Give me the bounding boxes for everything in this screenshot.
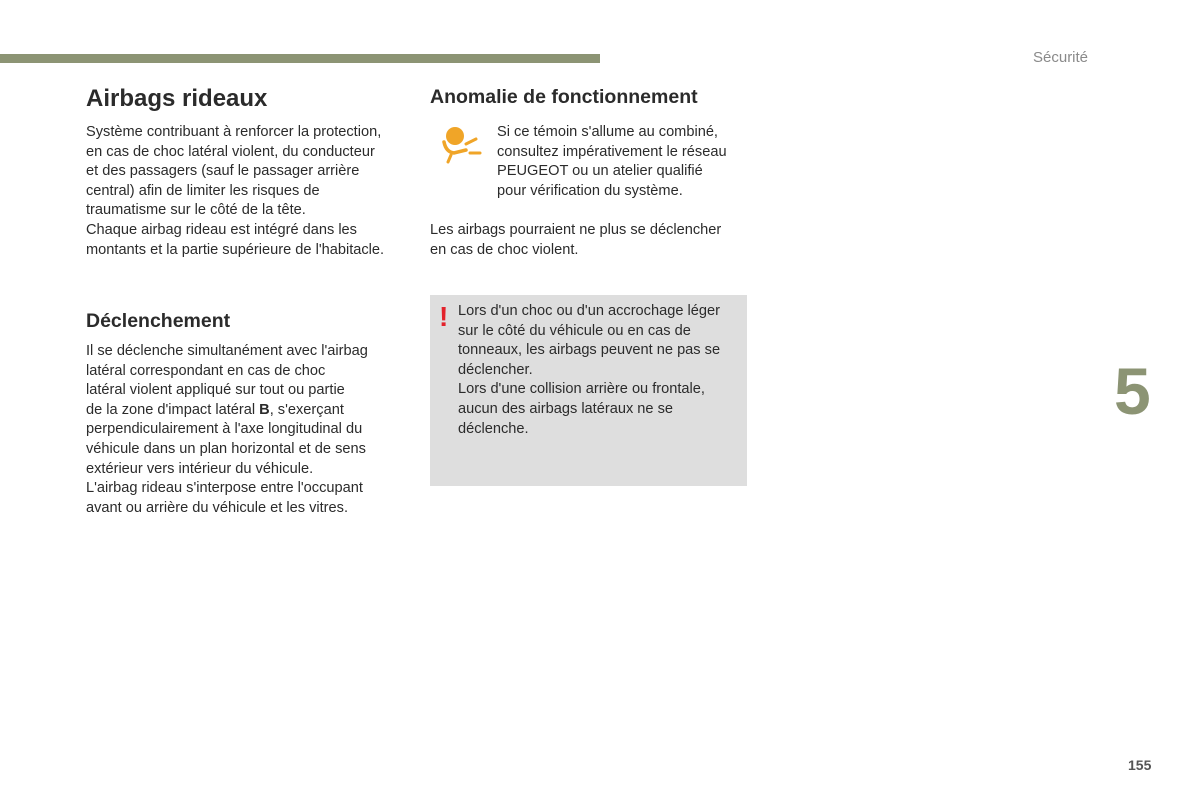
text-line: déclenche. bbox=[458, 420, 529, 437]
text-line: Il se déclenche simultanément avec l'airbag bbox=[86, 343, 368, 359]
airbag-warning-lamp-icon bbox=[440, 126, 484, 164]
text-fragment: , s'exerçant bbox=[269, 401, 344, 418]
impact-zone-letter: B bbox=[259, 401, 270, 418]
airbags-rideaux-title: Airbags rideaux bbox=[86, 85, 268, 112]
text-line: latéral correspondant en cas de choc bbox=[86, 362, 326, 379]
page-number: 155 bbox=[1128, 757, 1152, 773]
text-line: perpendiculairement à l'axe longitudinal du bbox=[86, 421, 363, 438]
text-line: sur le côté du véhicule ou en cas de bbox=[458, 322, 691, 339]
text-line: pour vérification du système. bbox=[497, 182, 683, 199]
text-line: Chaque airbag rideau est intégré dans les bbox=[86, 221, 357, 238]
text-line: véhicule dans un plan horizontal et de sens bbox=[86, 440, 366, 457]
text-line: aucun des airbags latéraux ne se bbox=[458, 400, 673, 417]
text-fragment: de la zone d'impact latéral bbox=[86, 401, 260, 418]
text-line: montants et la partie supérieure de l'habitacle. bbox=[86, 241, 385, 258]
declenchement-text bbox=[86, 342, 368, 518]
section-label: Sécurité bbox=[1033, 49, 1089, 66]
text-line: avant ou arrière du véhicule et les vitres. bbox=[86, 499, 349, 516]
text-line: en cas de choc latéral violent, du conducteur bbox=[86, 143, 375, 160]
text-line: en cas de choc violent. bbox=[430, 241, 579, 258]
text-line: déclencher. bbox=[458, 361, 533, 378]
anomalie-icon-text bbox=[497, 123, 727, 201]
airbags-rideaux-text bbox=[86, 123, 384, 260]
text-line: latéral violent appliqué sur tout ou partie bbox=[86, 382, 345, 399]
text-line: Lors d'une collision arrière ou frontale, bbox=[458, 381, 705, 398]
anomalie-text bbox=[430, 221, 721, 260]
text-line: Lors d'un choc ou d'un accrochage léger bbox=[458, 303, 720, 319]
text-line: et des passagers (sauf le passager arrière bbox=[86, 163, 360, 180]
warning-text bbox=[458, 302, 720, 439]
text-line: extérieur vers intérieur du véhicule. bbox=[86, 460, 314, 477]
warning-exclamation-icon: ! bbox=[439, 301, 449, 332]
text-line: Les airbags pourraient ne plus se déclencher bbox=[430, 222, 722, 238]
text-line: L'airbag rideau s'interpose entre l'occupant bbox=[86, 480, 363, 497]
text-line: Système contribuant à renforcer la protection, bbox=[86, 124, 382, 140]
anomalie-title: Anomalie de fonctionnement bbox=[430, 86, 698, 108]
text-line-with-bold bbox=[86, 401, 368, 421]
chapter-color-bar bbox=[0, 54, 600, 63]
declenchement-title: Déclenchement bbox=[86, 310, 231, 332]
chapter-number: 5 bbox=[1114, 354, 1151, 428]
text-line: Si ce témoin s'allume au combiné, bbox=[497, 124, 718, 140]
text-line: tonneaux, les airbags peuvent ne pas se bbox=[458, 342, 721, 359]
text-line: central) afin de limiter les risques de bbox=[86, 182, 320, 199]
text-line: consultez impérativement le réseau bbox=[497, 143, 727, 160]
text-line: traumatisme sur le côté de la tête. bbox=[86, 202, 306, 219]
text-line: PEUGEOT ou un atelier qualifié bbox=[497, 163, 703, 180]
